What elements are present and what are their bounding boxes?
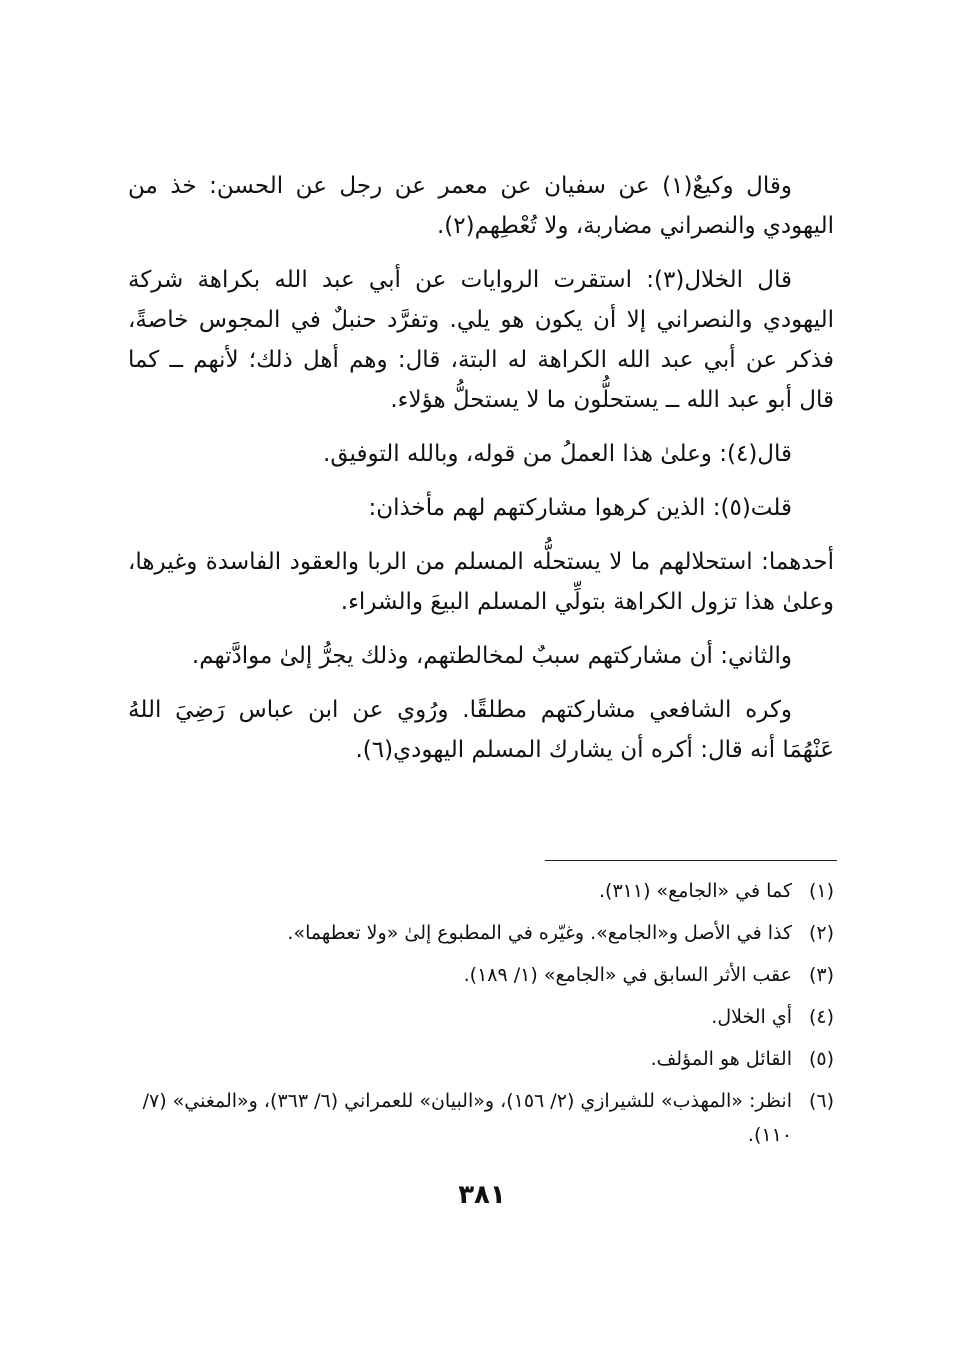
footnotes: [128, 874, 834, 1160]
paragraph-7: وكره الشافعي مشاركتهم مطلقًا. ورُوي عن ابن عباس رَضِيَ اللهُ عَنْهُمَا أنه قال: أكره أن يشارك المسلم اليهودي(٦).: [128, 697, 834, 763]
footnote-number: (٤): [808, 1006, 834, 1028]
footnote-divider: [545, 860, 837, 861]
footnote-text: عقب الأثر السابق في «الجامع» (١/ ١٨٩).: [463, 964, 792, 986]
footnote-4: [128, 1000, 834, 1034]
footnote-number: (٢): [808, 922, 834, 944]
paragraph-6: والثاني: أن مشاركتهم سببٌ لمخالطتهم، وذلك يجرُّ إلىٰ موادَّتهم.: [191, 643, 792, 669]
footnote-1: [128, 874, 834, 908]
footnote-text: كذا في الأصل و«الجامع». وغيّره في المطبوع إلىٰ «ولا تعطهما».: [287, 922, 792, 944]
paragraph-5: أحدهما: استحلالهم ما لا يستحلُّه المسلم من الربا والعقود الفاسدة وغيرها، وعلىٰ هذا تزول الكراهة بتولِّي المسلم البيعَ والشراء.: [128, 549, 834, 615]
footnote-2: [128, 916, 834, 950]
footnote-number: (٦): [808, 1090, 834, 1112]
paragraph-1: وقال وكيعٌ(١) عن سفيان عن معمر عن رجل عن الحسن: خذ من اليهودي والنصراني مضاربة، ولا تُعْطِهم(٢).: [128, 173, 834, 239]
footnote-text: القائل هو المؤلف.: [650, 1048, 792, 1070]
footnote-5: [128, 1042, 834, 1076]
footnote-text: انظر: «المهذب» للشيرازي (٢/ ١٥٦)، و«البيان» للعمراني (٦/ ٣٦٣)، و«المغني» (٧/ ١١٠).: [142, 1090, 792, 1146]
footnote-number: (١): [808, 880, 834, 902]
footnote-text: أي الخلال.: [711, 1006, 792, 1028]
footnote-3: [128, 958, 834, 992]
main-text: [128, 166, 834, 784]
paragraph-4: قلت(٥): الذين كرهوا مشاركتهم لهم مأخذان:: [368, 495, 792, 521]
footnote-number: (٣): [808, 964, 834, 986]
page-number: ٣٨١: [458, 1180, 506, 1210]
paragraph-2: قال الخلال(٣): استقرت الروايات عن أبي عبد الله بكراهة شركة اليهودي والنصراني إلا أن يكون هو يلي. وتفرَّد حنبلٌ في المجوس خاصةً، فذكر عن أبي عبد الله الكراهة له البتة، قال: وهم أهل ذلك؛ لأنهم ــ كما قال أبو عبد الله ــ يستحلُّون ما لا يستحلُّ هؤلاء.: [128, 267, 834, 413]
footnote-text: كما في «الجامع» (٣١١).: [598, 880, 792, 902]
footnote-number: (٥): [808, 1048, 834, 1070]
footnote-6: [128, 1084, 834, 1152]
paragraph-3: قال(٤): وعلىٰ هذا العملُ من قوله، وبالله التوفيق.: [323, 441, 792, 467]
